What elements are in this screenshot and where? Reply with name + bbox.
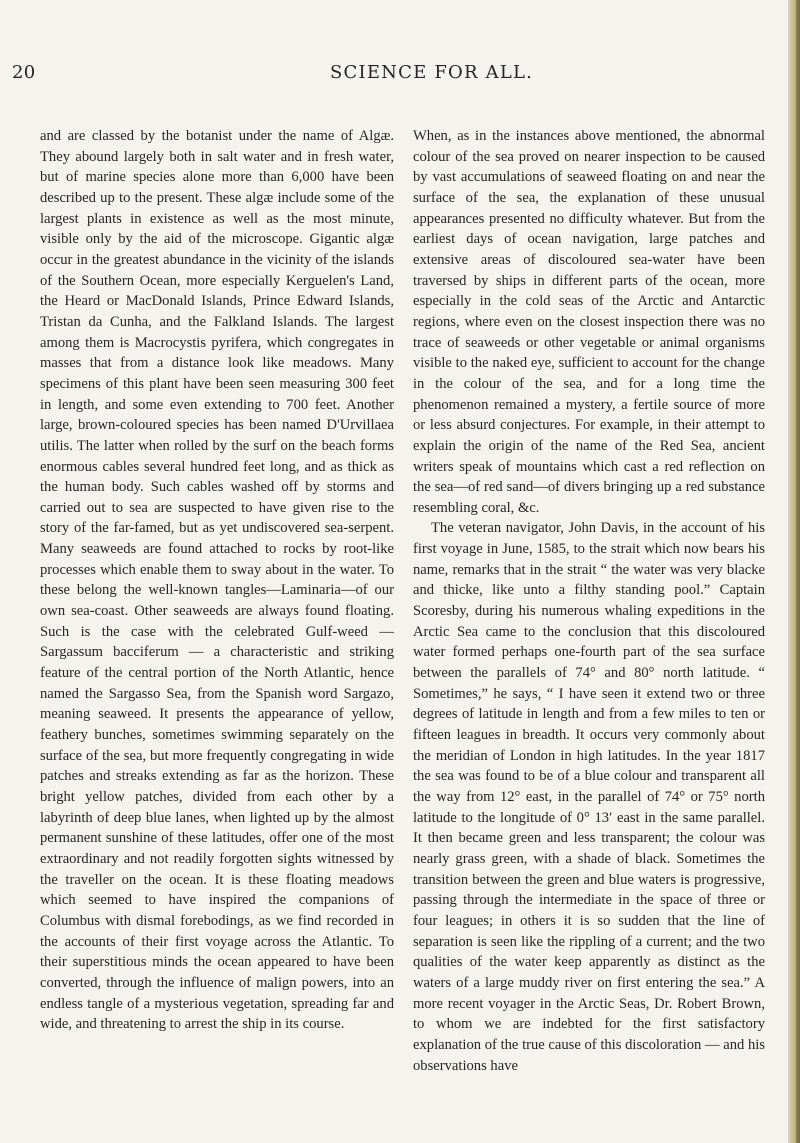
page-header bbox=[0, 62, 790, 86]
left-column bbox=[40, 126, 394, 1035]
paragraph: and are classed by the botanist under the name of Algæ. They abound largely both in salt water and in fresh water, but of marine species alone more than 6,000 have been described up to the present. These algæ include some of the largest plants in existence as well as the most minute, visible only by the aid of the microscope. Gigantic algæ occur in the greatest abundance in the vicinity of the islands of the Southern Ocean, more especially Kerguelen's Land, the Heard or MacDonald Islands, Prince Edward Islands, Tristan da Cunha, and the Falkland Islands. The largest among them is Macrocystis pyrifera, which congregates in masses that from a distance look like meadows. Many specimens of this plant have been seen measuring 300 feet in length, and some even extending to 700 feet. Another large, brown-coloured species has been named D'Urvillaea utilis. The latter when rolled by the surf on the beach forms enormous cables several hundred feet long, and as thick as the human body. Such cables washed off by storms and carried out to sea are suspected to have given rise to the story of the far-famed, but as yet undiscovered sea-serpent. Many seaweeds are found attached to rocks by root-like processes which enable them to sway about in the water. To these belong the well-known tangles—Laminaria—of our own sea-coast. Other seaweeds are always found floating. Such is the case with the celebrated Gulf-weed — Sargassum bacciferum — a characteristic and striking feature of the central portion of the North Atlantic, hence named the Sargasso Sea, from the Spanish word Sargazo, meaning seaweed. It presents the appearance of yellow, feathery bunches, sometimes swimming separately on the surface of the sea, but more frequently congregating in wide patches and streaks extending as far as the horizon. These bright yellow patches, divided from each other by a labyrinth of deep blue lanes, when lighted up by the almost permanent sunshine of these latitudes, offer one of the most extraordinary and not readily forgotten sights witnessed by the traveller on the ocean. It is these floating meadows which seemed to have inspired the companions of Columbus with dismal forebodings, as we find recorded in the accounts of their first voyage across the Atlantic. To their superstitious minds the ocean appeared to have been converted, through the influence of malign powers, into an endless tangle of a mysterious vegetation, spreading far and wide, and threatening to arrest the ship in its course. bbox=[40, 128, 394, 1033]
page-edge-shadow bbox=[796, 0, 800, 1143]
right-column bbox=[413, 126, 765, 1076]
paragraph: When, as in the instances above mentioned, the abnormal colour of the sea proved on nearer inspection to be caused by vast accumulations of seaweed floating on and near the surface of the sea, the explanation of these unusual appearances presented no difficulty whatever. But from the earliest days of ocean navigation, large patches and extensive areas of discoloured sea-water have been traversed by ships in different parts of the ocean, more especially in the cold seas of the Arctic and Antarctic regions, where even on the closest inspection there was no trace of seaweeds or other vegetable or animal organisms visible to the naked eye, sufficient to account for the change in the colour of the sea, and for a long time the phenomenon remained a mystery, a fertile source of more or less absurd conjectures. For example, in their attempt to explain the origin of the name of the Red Sea, ancient writers speak of mountains which cast a red reflection on the sea—of red sand—of divers bringing up a red substance resembling coral, &c. bbox=[413, 128, 765, 516]
paragraph: The veteran navigator, John Davis, in the account of his first voyage in June, 1585, to the strait which now bears his name, remarks that in the strait “ the water was very blacke and thicke, like unto a filthy standing pool.” Captain Scoresby, during his numerous whaling expeditions in the Arctic Sea came to the conclusion that this discoloured water formed perhaps one-fourth part of the sea surface between the parallels of 74° and 80° north latitude. “ Sometimes,” he says, “ I have seen it extend two or three degrees of latitude in length and from a few miles to ten or fifteen leagues in breadth. It occurs very commonly about the meridian of London in high latitudes. In the year 1817 the sea was found to be of a blue colour and transparent all the way from 12° east, in the parallel of 74° or 75° north latitude to the longitude of 0° 13′ east in the same parallel. It then became green and less transparent; the colour was nearly grass green, with a shade of black. Sometimes the transition between the green and blue waters is progressive, passing through the intermediate in the space of three or four leagues; in others it is so sudden that the line of separation is seen like the rippling of a current; and the two qualities of the water keep apparently as distinct as the waters of a large muddy river on first entering the sea.” A more recent voyager in the Arctic Seas, Dr. Robert Brown, to whom we are indebted for the first satisfactory explanation of the true cause of this discoloration — and his observations have bbox=[413, 520, 765, 1074]
running-head: SCIENCE FOR ALL. bbox=[330, 62, 534, 83]
page-number: 20 bbox=[12, 62, 36, 83]
